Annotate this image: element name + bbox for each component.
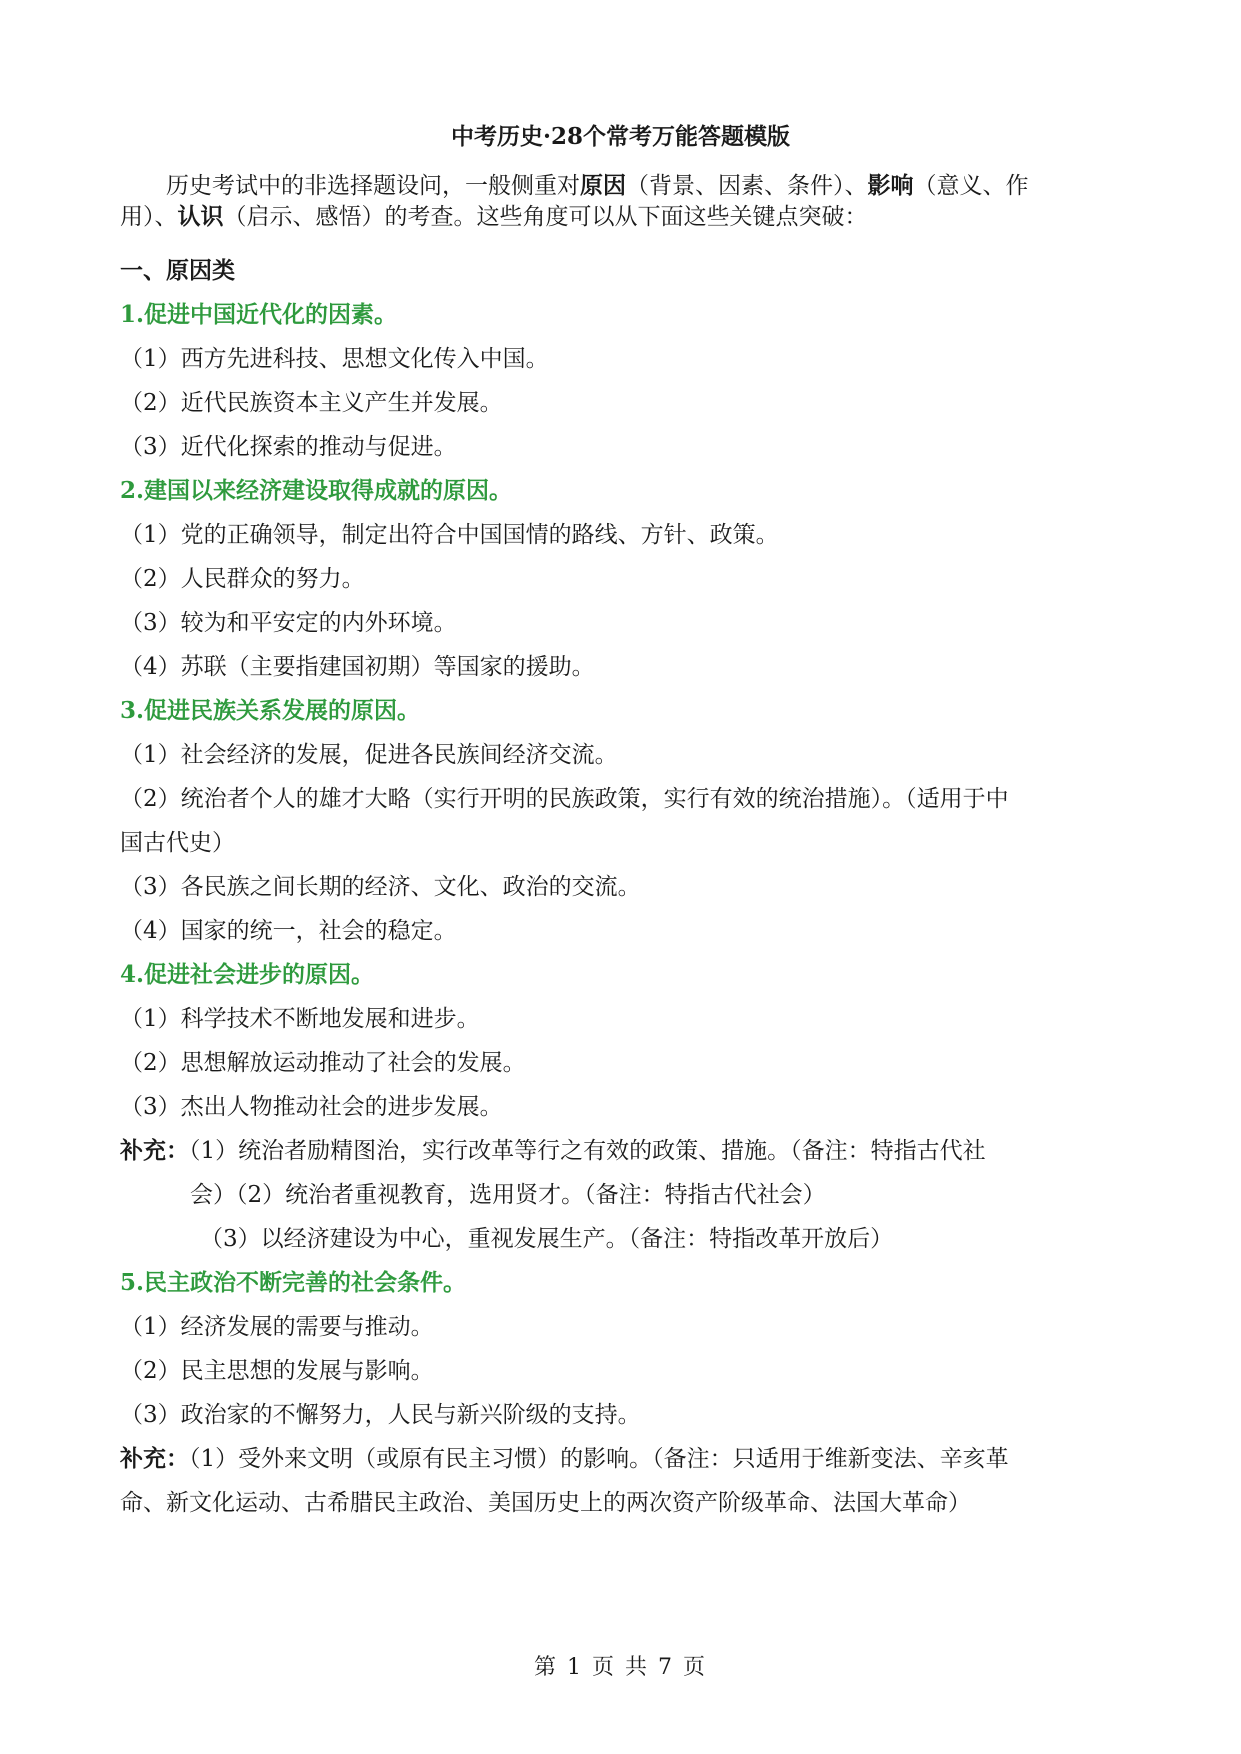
section-heading: 一、原因类	[120, 258, 235, 284]
q1-title: 1.促进中国近代化的因素。	[120, 301, 398, 328]
list-item: （3）杰出人物推动社会的进步发展。	[120, 1094, 503, 1120]
supplement-line: 命、新文化运动、古希腊民主政治、美国历史上的两次资产阶级革命、法国大革命）	[120, 1490, 971, 1516]
list-item: （2）近代民族资本主义产生并发展。	[120, 390, 503, 416]
q2-title: 2.建国以来经济建设取得成就的原因。	[120, 477, 513, 504]
page-footer: 第 1 页 共 7 页	[534, 1655, 707, 1680]
list-item: （1）社会经济的发展，促进各民族间经济交流。	[120, 742, 618, 768]
list-item: （1）西方先进科技、思想文化传入中国。	[120, 346, 549, 372]
list-item: （3）各民族之间长期的经济、文化、政治的交流。	[120, 874, 641, 900]
page-title: 中考历史·28个常考万能答题模版	[450, 123, 790, 150]
q3-title: 3.促进民族关系发展的原因。	[120, 697, 421, 724]
intro-paragraph-cont	[120, 198, 868, 231]
intro-text-4: 用）、	[120, 204, 178, 230]
intro-text-5: （启示、感悟）的考查。这些角度可以从下面这些关键点突破：	[223, 204, 868, 230]
supplement-label: 补充：	[120, 1445, 189, 1472]
supplement-line	[120, 1132, 986, 1165]
supplement-text: （1）统治者励精图治，实行改革等行之有效的政策、措施。（备注：特指古代社	[189, 1138, 986, 1164]
list-item: （2）思想解放运动推动了社会的发展。	[120, 1050, 526, 1076]
list-item: （2）民主思想的发展与影响。	[120, 1358, 434, 1384]
list-item: （4）国家的统一，社会的稳定。	[120, 918, 457, 944]
supplement-line: 会）（2）统治者重视教育，选用贤才。（备注：特指古代社会）	[190, 1182, 826, 1208]
intro-text-2: （背景、因素、条件）、	[626, 173, 868, 199]
keyword-cause: 原因	[580, 172, 626, 199]
list-item: （4）苏联（主要指建国初期）等国家的援助。	[120, 654, 595, 680]
keyword-understanding: 认识	[177, 203, 224, 230]
supplement-line	[120, 1440, 1009, 1473]
keyword-influence: 影响	[867, 172, 914, 199]
list-item: （3）较为和平安定的内外环境。	[120, 610, 457, 636]
list-item: （2）统治者个人的雄才大略（实行开明的民族政策，实行有效的统治措施）。（适用于中	[120, 786, 1009, 812]
q4-title: 4.促进社会进步的原因。	[120, 961, 375, 988]
list-item: 国古代史）	[120, 830, 235, 856]
list-item: （3）近代化探索的推动与促进。	[120, 434, 457, 460]
list-item: （1）经济发展的需要与推动。	[120, 1314, 434, 1340]
supplement-line: （3）以经济建设为中心，重视发展生产。（备注：特指改革开放后）	[200, 1226, 894, 1252]
intro-text-3: （意义、作	[913, 173, 1029, 199]
list-item: （1）党的正确领导，制定出符合中国国情的路线、方针、政策。	[120, 522, 779, 548]
list-item: （1）科学技术不断地发展和进步。	[120, 1006, 480, 1032]
supplement-label: 补充：	[120, 1137, 189, 1164]
list-item: （2）人民群众的努力。	[120, 566, 365, 592]
list-item: （3）政治家的不懈努力，人民与新兴阶级的支持。	[120, 1402, 641, 1428]
supplement-text: （1）受外来文明（或原有民主习惯）的影响。（备注：只适用于维新变法、辛亥革	[189, 1446, 1009, 1472]
intro-text-1: 历史考试中的非选择题设问，一般侧重对	[166, 173, 580, 199]
q5-title: 5.民主政治不断完善的社会条件。	[120, 1269, 467, 1296]
